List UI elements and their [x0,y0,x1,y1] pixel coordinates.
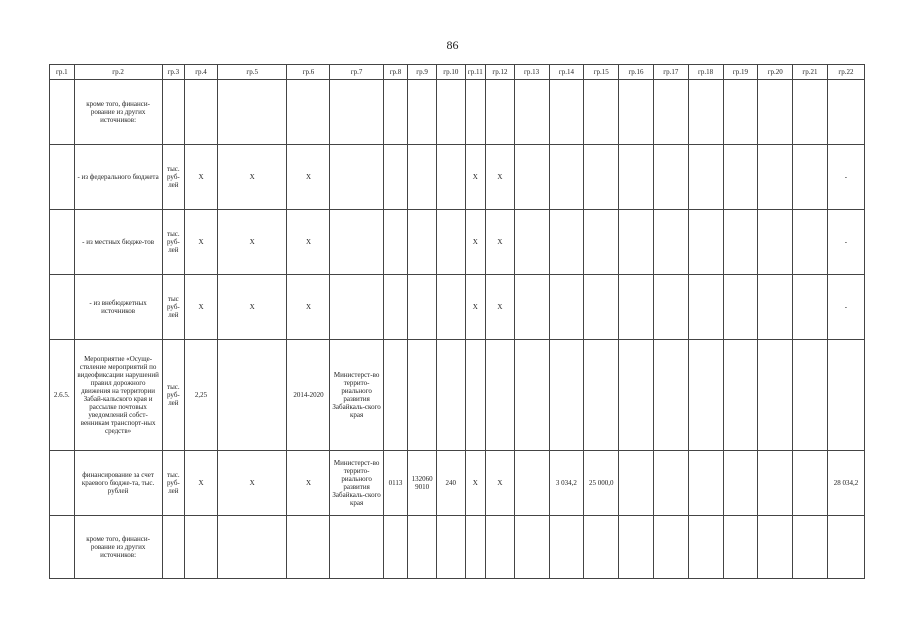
table-cell [653,145,688,210]
column-header: гр.9 [408,65,437,80]
table-cell: 28 034,2 [827,451,864,516]
table-cell [653,340,688,451]
table-cell [50,275,75,340]
table-cell: 240 [436,451,465,516]
table-cell [619,80,654,145]
table-cell [653,516,688,579]
table-cell [723,516,758,579]
table-cell [619,210,654,275]
table-cell [793,451,828,516]
table-cell [549,210,584,275]
column-header: гр.5 [217,65,287,80]
column-header: гр.1 [50,65,75,80]
column-header: гр.8 [383,65,408,80]
table-cell: 132060 9010 [408,451,437,516]
table-cell [758,145,793,210]
table-cell: X [465,275,485,340]
table-cell [793,210,828,275]
table-cell: 2.6.5. [50,340,75,451]
table-cell [185,80,218,145]
table-cell [330,275,383,340]
table-cell [653,210,688,275]
column-header: гр.20 [758,65,793,80]
table-row [50,210,865,275]
table-cell [50,210,75,275]
table-row [50,275,865,340]
table-cell [549,80,584,145]
table-cell [465,516,485,579]
table-cell [287,516,330,579]
table-cell [584,340,619,451]
table-cell: X [486,275,515,340]
table-cell [584,516,619,579]
table-cell [514,145,549,210]
column-header: гр.13 [514,65,549,80]
table-row [50,80,865,145]
table-cell [758,275,793,340]
table-cell [619,145,654,210]
table-cell: тыс. руб-лей [162,340,185,451]
table-cell [688,340,723,451]
table-cell [330,210,383,275]
table-cell [185,516,218,579]
table-cell [723,80,758,145]
table-cell [408,80,437,145]
page-number: 86 [446,38,459,52]
table-cell [486,80,515,145]
table-cell: 25 000,0 [584,451,619,516]
table-cell [408,340,437,451]
table-cell [793,80,828,145]
table-cell: X [217,210,287,275]
table-row [50,451,865,516]
table-cell [436,210,465,275]
table-row [50,516,865,579]
table-cell [50,516,75,579]
column-header: гр.15 [584,65,619,80]
column-header: гр.11 [465,65,485,80]
column-header: гр.10 [436,65,465,80]
column-header: гр.22 [827,65,864,80]
table-cell: X [465,451,485,516]
table-cell: X [217,275,287,340]
table-cell: - из федерального бюджета [74,145,162,210]
table-cell [436,80,465,145]
table-cell [793,275,828,340]
table-cell: X [287,210,330,275]
table-cell: X [486,451,515,516]
table-cell: тыс. руб-лей [162,145,185,210]
table-cell [50,451,75,516]
table-cell [408,516,437,579]
table-cell [383,80,408,145]
table-cell: X [185,275,218,340]
table-cell [758,451,793,516]
table-cell [162,80,185,145]
table-cell [688,145,723,210]
table-cell [436,145,465,210]
table-cell [688,516,723,579]
table-cell [827,516,864,579]
table-cell [688,80,723,145]
table-cell [436,275,465,340]
table-cell [383,275,408,340]
table-cell [827,80,864,145]
table-cell: X [185,451,218,516]
table-cell: тыс. руб-лей [162,451,185,516]
table-cell: - [827,275,864,340]
column-header: гр.6 [287,65,330,80]
table-cell: X [465,145,485,210]
table-cell [486,340,515,451]
column-header: гр.19 [723,65,758,80]
table-cell [723,340,758,451]
table-cell [514,80,549,145]
table-cell [723,210,758,275]
table-cell [619,340,654,451]
table-cell: Министерст-во террито-риального развития Забайкаль-ского края [330,451,383,516]
column-header: гр.3 [162,65,185,80]
table-cell [584,210,619,275]
table-cell: X [185,210,218,275]
table-cell: 3 034,2 [549,451,584,516]
header-row [50,65,865,80]
budget-table [49,64,865,579]
table-cell [287,80,330,145]
table-cell: X [217,451,287,516]
table-cell [408,275,437,340]
column-header: гр.12 [486,65,515,80]
table-cell [383,516,408,579]
table-cell [383,145,408,210]
table-cell: - из внебюджетных источников [74,275,162,340]
table-cell: X [486,145,515,210]
table-cell [486,516,515,579]
table-cell [436,516,465,579]
table-cell [465,80,485,145]
table-cell: Мероприятие «Осуще-ствление мероприятий по видеофиксации нарушений правил дорожного движения на территории Забай-кальского края и рассылке почтовых уведомлений собст-венникам транспорт-ных средств» [74,340,162,451]
column-header: гр.2 [74,65,162,80]
table-cell [465,340,485,451]
table-cell [330,516,383,579]
table-cell: 2,25 [185,340,218,451]
table-cell [758,80,793,145]
table-cell [217,340,287,451]
table-cell [549,340,584,451]
table-cell [514,275,549,340]
table-cell [549,145,584,210]
table-cell: кроме того, финанси-рование из других источников: [74,516,162,579]
table-cell [549,516,584,579]
table-cell [619,451,654,516]
table-cell [723,275,758,340]
table-cell: - [827,145,864,210]
table-row [50,145,865,210]
table-cell: кроме того, финанси-рование из других источников: [74,80,162,145]
table-cell [723,451,758,516]
table-cell [330,145,383,210]
table-cell [514,210,549,275]
table-cell [758,340,793,451]
table-cell [688,451,723,516]
table-cell [50,145,75,210]
table-cell [584,145,619,210]
table-cell [584,275,619,340]
table-cell: X [217,145,287,210]
column-header: гр.14 [549,65,584,80]
table-cell [688,210,723,275]
column-header: гр.16 [619,65,654,80]
table-cell [793,145,828,210]
table-cell [514,516,549,579]
table-cell [653,451,688,516]
table-cell [619,516,654,579]
table-cell: Министерст-во террито-риального развития Забайкаль-ского края [330,340,383,451]
column-header: гр.7 [330,65,383,80]
table-cell [793,516,828,579]
table-cell: тыс. руб-лей [162,210,185,275]
table-cell [758,516,793,579]
table-cell [688,275,723,340]
table-cell: - из местных бюдже-тов [74,210,162,275]
table-cell: X [287,275,330,340]
table-cell: тыс руб-лей [162,275,185,340]
table-cell [217,80,287,145]
table-row [50,340,865,451]
table-cell [217,516,287,579]
table-cell [383,210,408,275]
column-header: гр.21 [793,65,828,80]
column-header: гр.17 [653,65,688,80]
table-cell [50,80,75,145]
table-cell [408,210,437,275]
table-cell [514,451,549,516]
table-cell [793,340,828,451]
table-cell [653,275,688,340]
table-cell [383,340,408,451]
table-cell: финансирование за счет краевого бюдже-та, тыс. рублей [74,451,162,516]
table-cell [408,145,437,210]
table-cell: 2014-2020 [287,340,330,451]
table-cell [619,275,654,340]
column-header: гр.18 [688,65,723,80]
table-cell: X [185,145,218,210]
table-cell: X [287,145,330,210]
table-cell: 0113 [383,451,408,516]
table-cell [758,210,793,275]
table-cell [549,275,584,340]
table-cell: - [827,210,864,275]
table-cell [330,80,383,145]
table-cell [584,80,619,145]
table-cell [827,340,864,451]
table-cell [653,80,688,145]
table-cell: X [287,451,330,516]
table-cell [436,340,465,451]
table-body [50,65,865,579]
table-cell [514,340,549,451]
table-cell [162,516,185,579]
table-cell: X [465,210,485,275]
table-cell: X [486,210,515,275]
column-header: гр.4 [185,65,218,80]
table-cell [723,145,758,210]
